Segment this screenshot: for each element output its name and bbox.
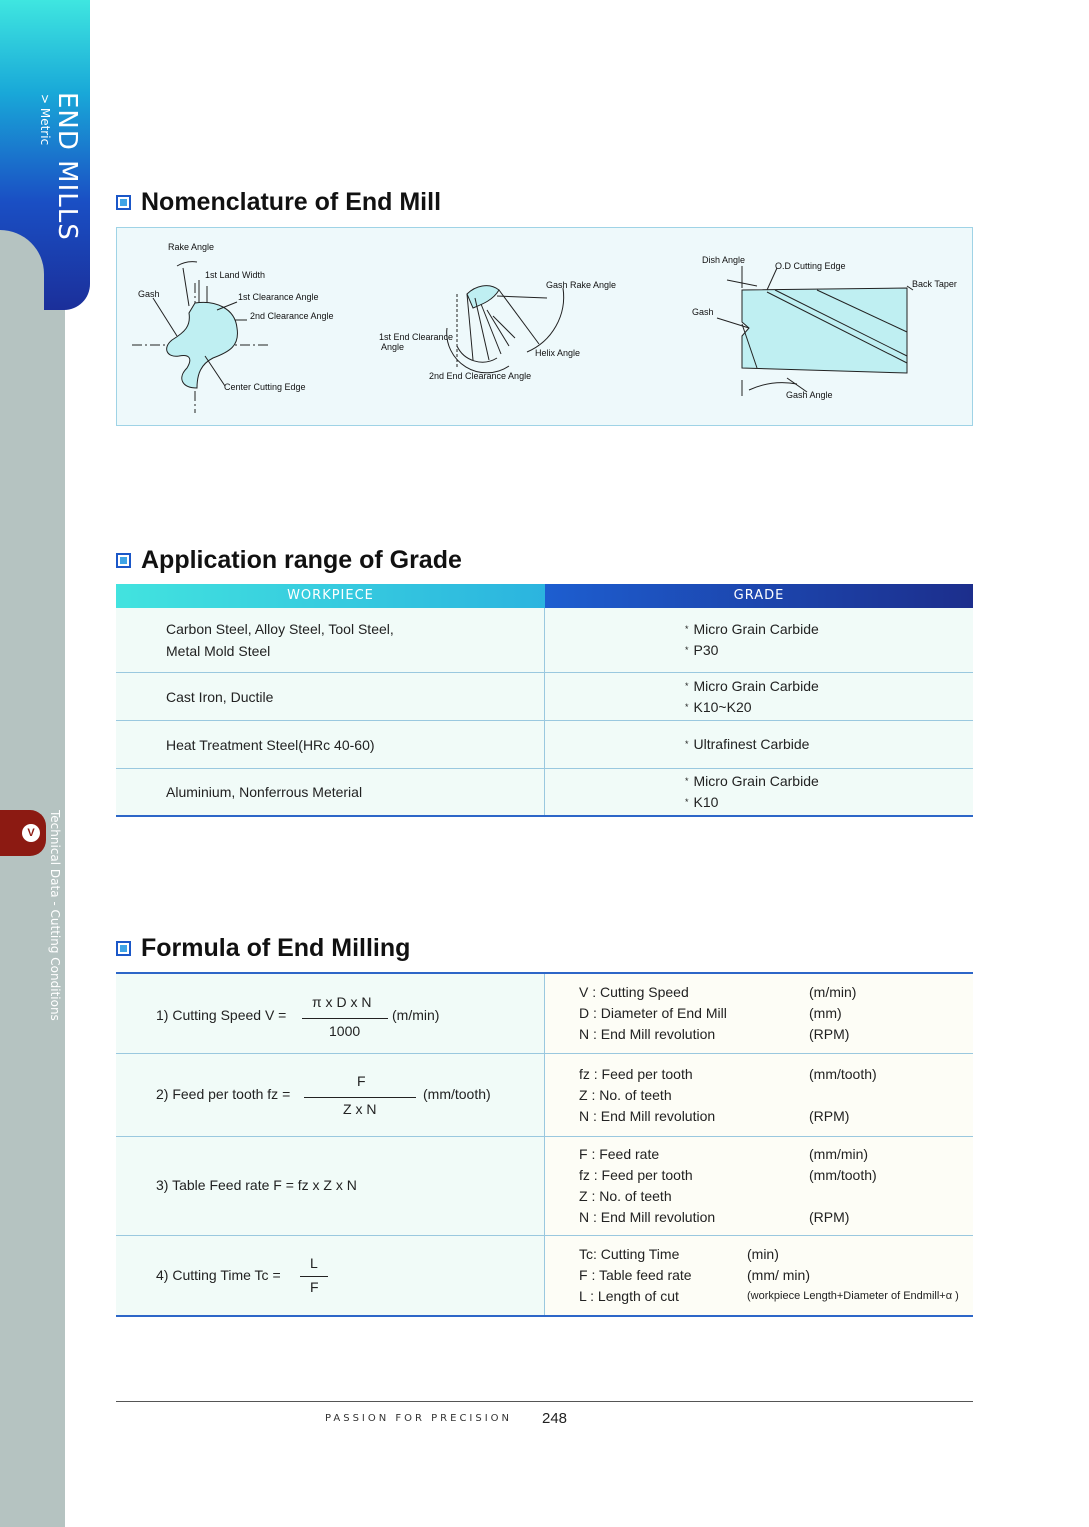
definition-text: V : Cutting Speed [579, 984, 689, 1000]
grade-cell [545, 769, 973, 815]
definition-unit: (mm) [809, 1005, 842, 1021]
label-helix-angle: Helix Angle [535, 348, 581, 358]
formula-numerator: π x D x N [312, 994, 372, 1010]
grade-line: P30 [693, 642, 719, 658]
formula-numerator: L [310, 1255, 318, 1271]
label-gash-angle: Gash Angle [786, 390, 833, 400]
grade-line: Micro Grain Carbide [693, 621, 819, 637]
column-header-workpiece: WORKPIECE [116, 584, 545, 608]
definition-text: L : Length of cut [579, 1288, 679, 1304]
definition-text: N : End Mill revolution [579, 1209, 716, 1225]
definition-line [579, 982, 973, 1003]
formula-unit: (m/min) [392, 1007, 440, 1023]
definition-line [579, 1003, 973, 1024]
definitions-cell [545, 1054, 973, 1136]
bullet-star-icon: * [685, 739, 689, 749]
formula-cell [116, 1137, 545, 1235]
table-row [116, 1236, 973, 1317]
definition-unit: (RPM) [809, 1107, 850, 1124]
definitions-cell [545, 1137, 973, 1235]
label-2nd-end-clearance-angle: 2nd End Clearance Angle [429, 371, 532, 381]
label-dish-angle: Dish Angle [702, 255, 746, 265]
definition-text: Z : No. of teeth [579, 1086, 672, 1103]
formula-cell [116, 974, 545, 1053]
grade-line: K10~K20 [693, 698, 752, 715]
table-row [116, 974, 973, 1054]
definition-unit: (mm/tooth) [809, 1167, 877, 1183]
definition-unit: (mm/ min) [747, 1267, 810, 1283]
definition-line [579, 1165, 973, 1186]
definition-text: Tc: Cutting Time [579, 1246, 680, 1262]
definition-text: D : Diameter of End Mill [579, 1005, 727, 1021]
label-back-taper: Back Taper [912, 279, 957, 289]
definition-text: F : Table feed rate [579, 1267, 692, 1283]
grade-table [116, 584, 973, 817]
definition-text: fz : Feed per tooth [579, 1167, 693, 1183]
fraction-bar [300, 1276, 328, 1277]
definition-text: N : End Mill revolution [579, 1107, 716, 1124]
formula-table [116, 972, 973, 1317]
label-rake-angle: Rake Angle [168, 242, 215, 252]
definition-text: F : Feed rate [579, 1146, 660, 1162]
fraction-bar [304, 1097, 416, 1098]
bullet-star-icon: * [685, 776, 689, 786]
bullet-star-icon: * [685, 701, 689, 712]
label-gash-right: Gash [692, 307, 714, 317]
label-1st-clearance-angle: 1st Clearance Angle [238, 292, 319, 302]
formula-label: 4) Cutting Time Tc = [156, 1267, 281, 1283]
application-heading [116, 546, 462, 575]
grade-line: Micro Grain Carbide [693, 677, 819, 694]
table-row [116, 769, 973, 817]
definition-text: N : End Mill revolution [579, 1026, 716, 1042]
label-2nd-clearance-angle: 2nd Clearance Angle [250, 311, 334, 321]
page-number: 248 [542, 1410, 568, 1427]
column-header-grade: GRADE [545, 584, 973, 608]
label-gash-left: Gash [138, 289, 160, 299]
definition-text: Z : No. of teeth [579, 1188, 672, 1204]
heading-square-icon [116, 941, 131, 956]
bullet-star-icon: * [685, 645, 689, 655]
nomenclature-diagram [116, 227, 973, 426]
grade-cell [545, 673, 973, 720]
definitions-cell [545, 1236, 973, 1315]
heading-square-icon [116, 553, 131, 568]
workpiece-line: Metal Mold Steel [166, 643, 271, 659]
definition-unit: (min) [747, 1246, 779, 1262]
table-row [116, 1054, 973, 1137]
definition-line [579, 1207, 973, 1228]
end-view-drawing [447, 286, 564, 373]
definition-line [579, 1085, 973, 1106]
workpiece-line: Cast Iron, Ductile [166, 688, 274, 705]
definition-unit: (RPM) [809, 1209, 850, 1225]
formula-unit: (mm/tooth) [423, 1086, 491, 1102]
label-center-cutting-edge: Center Cutting Edge [224, 382, 306, 392]
bullet-star-icon: * [685, 624, 689, 634]
table-row [116, 673, 973, 721]
side-view-drawing [717, 266, 913, 396]
chapter-badge: V [22, 824, 40, 842]
bullet-star-icon: * [685, 797, 689, 807]
formula-denominator: F [310, 1279, 319, 1295]
grade-line: Micro Grain Carbide [693, 773, 819, 789]
formula-cell [116, 1054, 545, 1136]
table-row [116, 608, 973, 673]
workpiece-line: Carbon Steel, Alloy Steel, Tool Steel, [166, 621, 394, 637]
table-row [116, 1137, 973, 1236]
formula-denominator: 1000 [329, 1023, 361, 1039]
grade-line: K10 [693, 794, 719, 810]
definition-unit: (RPM) [809, 1026, 850, 1042]
grade-cell [545, 608, 973, 672]
label-1st-end-clearance-angle-1: 1st End Clearance [379, 332, 454, 342]
label-1st-land-width: 1st Land Width [205, 270, 266, 280]
definition-line [579, 1244, 973, 1265]
workpiece-line: Heat Treatment Steel(HRc 40-60) [166, 736, 375, 753]
definition-text: fz : Feed per tooth [579, 1065, 693, 1082]
definition-line [579, 1286, 973, 1307]
definitions-cell [545, 974, 973, 1053]
definition-line [579, 1024, 973, 1045]
section-title: END MILLS [52, 92, 82, 241]
formula-cell [116, 1236, 545, 1315]
workpiece-line: Aluminium, Nonferrous Meterial [166, 784, 363, 800]
definition-unit: (mm/tooth) [809, 1065, 877, 1082]
footer-rule [116, 1401, 973, 1402]
definition-line [579, 1265, 973, 1286]
nomenclature-heading [116, 188, 441, 217]
definition-line [579, 1064, 973, 1085]
workpiece-cell [116, 769, 545, 815]
label-gash-rake-angle: Gash Rake Angle [546, 280, 617, 290]
formula-heading [116, 934, 410, 963]
heading-text: Nomenclature of End Mill [141, 188, 442, 216]
workpiece-cell [116, 608, 545, 672]
end-mill-drawings [117, 228, 974, 427]
grade-table-header [116, 584, 973, 608]
definition-unit: (m/min) [809, 984, 857, 1000]
heading-text: Application range of Grade [141, 546, 462, 574]
grade-cell [545, 721, 973, 768]
definition-unit: (mm/min) [809, 1146, 869, 1162]
formula-numerator: F [357, 1073, 366, 1089]
formula-label: 3) Table Feed rate F = fz x Z x N [156, 1177, 357, 1193]
formula-denominator: Z x N [343, 1101, 377, 1117]
label-od-cutting-edge: O.D Cutting Edge [775, 261, 846, 271]
definition-line [579, 1106, 973, 1127]
definition-line [579, 1186, 973, 1207]
bullet-star-icon: * [685, 680, 689, 691]
formula-label: 1) Cutting Speed V = [156, 1007, 287, 1023]
table-row [116, 721, 973, 769]
heading-square-icon [116, 195, 131, 210]
workpiece-cell [116, 721, 545, 768]
fraction-bar [302, 1018, 388, 1019]
section-subtitle: > Metric [38, 94, 52, 146]
footer-slogan: PASSION FOR PRECISION [325, 1413, 513, 1424]
label-1st-end-clearance-angle-2: Angle [381, 342, 405, 352]
chapter-caption: Technical Data - Cutting Conditions [48, 810, 62, 1021]
definition-line [579, 1144, 973, 1165]
grade-line: Ultrafinest Carbide [693, 736, 810, 752]
formula-label: 2) Feed per tooth fz = [156, 1086, 291, 1102]
heading-text: Formula of End Milling [141, 934, 411, 962]
definition-unit: (workpiece Length+Diameter of Endmill+α ) [747, 1290, 959, 1302]
workpiece-cell [116, 673, 545, 720]
